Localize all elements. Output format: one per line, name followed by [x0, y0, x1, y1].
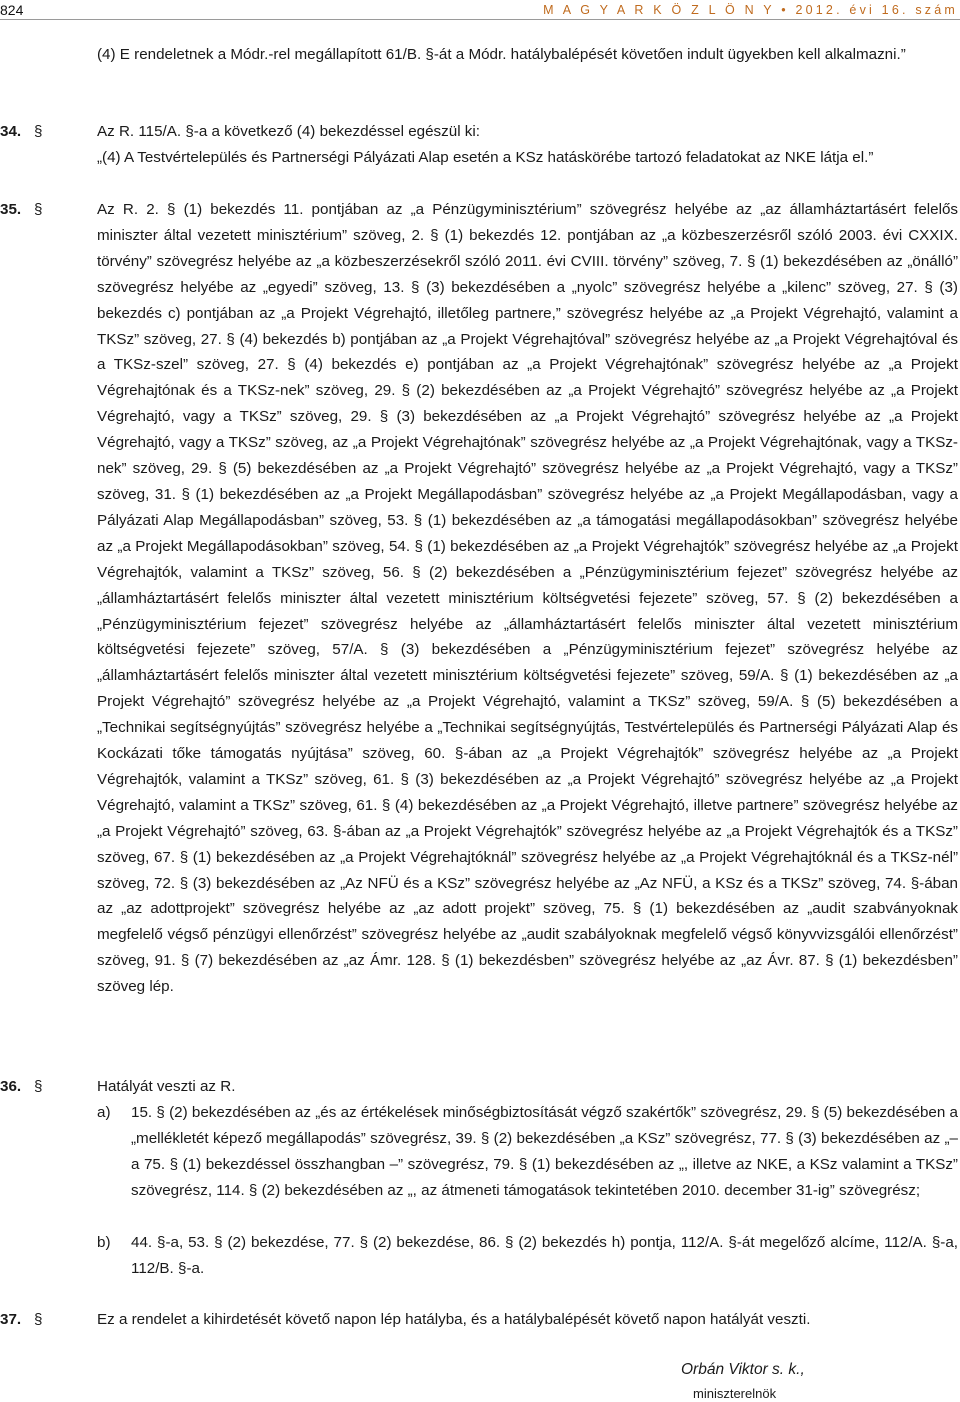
item-37-text: Ez a rendelet a kihirdetését követő napon lép hatályba, és a hatálybalépését követő napon hatályát veszti. — [97, 1311, 811, 1328]
item-36-b-label: b) — [97, 1234, 111, 1251]
item-36-number: 36. — [0, 1078, 22, 1095]
item-34-number: 34. — [0, 123, 22, 140]
item-36-a-text: 15. § (2) bekezdésében az „és az értékelések minőségbiztosítását végző szakértők” szövegrész, 29. § (5) bekezdésében a „mellékletét képező megállapodás” szövegrész, 39. § (2) bekezdésében „a KSz” szövegrész, 77. § (3) bekezdésében az „– a 75. § (1) bekezdéssel összhangban –” szövegrész, 79. § (1) bekezdésében az „, illetve az NKE, a KSz valamint a TKSz” szövegrész, 114. § (2) bekezdésében az „, az átmeneti támogatások tekintetében 2010. december 31-ig” szövegrész; — [131, 1104, 958, 1199]
signatory-title: miniszterelnök — [693, 1386, 777, 1401]
item-35-text: Az R. 2. § (1) bekezdés 11. pontjában az „a Pénzügyminisztérium” szövegrész helyébe az „az államháztartásért felelős miniszter által vezetett minisztérium” szöveg, 2. § (1) bekezdés 12. pontjában az „a közbeszerzésről szóló 2003. évi CXXIX. törvény” szövegrész helyébe az „a közbeszerzésekről szóló 2011. évi CVIII. törvény” szöveg, 7. § (1) bekezdésében az „önálló” szövegrész helyébe az „egyedi” szöveg, 13. § (3) bekezdésében a „nyolc” szövegrész helyébe a „kilenc” szöveg, 27. § (3) bekezdés c) pontjában az „a Projekt Végrehajtó, illetőleg partnere,” szövegrész helyébe az „a Projekt Végrehajtó, valamint a TKSz” szöveg, 27. § (4) bekezdés b) pontjában az „a Projekt Végrehajtóval” szövegrész helyébe az „a Projekt Végrehajtóval és a TKSz-szel” szöveg, 27. § (4) bekezdés e) pontjában az „a Projekt Végrehajtónak” szövegrész helyébe az „a Projekt Végrehajtónak és a TKSz-nek” szöveg, 29. § (2) bekezdésében az „a Projekt Végrehajtó” szövegrész helyébe az „a Projekt Végrehajtó, vagy a TKSz” szöveg, 29. § (3) bekezdésében az „a Projekt Végrehajtó” szövegrész helyébe az „a Projekt Végrehajtó, vagy a TKSz” szöveg, az „a Projekt Végrehajtónak” szövegrész helyébe az „a Projekt Végrehajtónak, vagy a TKSz-nek” szöveg, 29. § (5) bekezdésében az „a Projekt Végrehajtó” szövegrész helyébe az „a Projekt Végrehajtó, vagy a TKSz” szöveg, 31. § (1) bekezdésében az „a Projekt Megállapodásban” szövegrész helyébe az „a Projekt Megállapodásban, vagy a Pályázati Alap Megállapodásban” szöveg, 53. § (1) bekezdésében az „a támogatási megállapodásokban” szövegrész helyébe az „a Projekt Megállapodásokban” szöveg, 54. § (1) bekezdésében az „a Projekt Végrehajtók” szövegrész helyébe az „a Projekt Végrehajtók, valamint a TKSz” szöveg, 56. § (2) bekezdésében a „Pénzügyminisztérium fejezet” szövegrész helyébe az „államháztartásért felelős miniszter által vezetett minisztérium költségvetési fejezete” szöveg, 57. § (2) bekezdésében a „Pénzügyminisztérium fejezet” szövegrész helyébe az „államháztartásért felelős miniszter által vezetett minisztérium költségvetési fejezete” szöveg, 57/A. § (3) bekezdésében a „Pénzügyminisztérium fejezet” szövegrész helyébe az „államháztartásért felelős miniszter által vezetett minisztérium költségvetési fejezete” szöveg, 59/A. § (1) bekezdésében az „a Projekt Végrehajtó” szövegrész helyébe az „a Projekt Végrehajtó, valamint a TKSz” szöveg, 59/A. § (5) bekezdésében a „Technikai segítségnyújtás” szövegrész helyébe a „Technikai segítségnyújtás, Testvértelepülés és Partnerségi Pályázati Alap és Kockázati tőke támogatás nyújtása” szöveg, 60. §-ában az „a Projekt Végrehajtók” szövegrész helyébe az „a Projekt Végrehajtók, valamint a TKSz” szöveg, 61. § (3) bekezdésében az „a Projekt Végrehajtó” szövegrész helyébe az „a Projekt Végrehajtó, valamint a TKSz” szöveg, 61. § (4) bekezdésében az „a Projekt Végrehajtó, illetve partnere” szövegrész helyébe az „a Projekt Végrehajtó” szöveg, 63. §-ában az „a Projekt Végrehajtók” szövegrész helyébe az „a Projekt Végrehajtók és a TKSz” szöveg, 67. § (1) bekezdésében az „a Projekt Végrehajtóknál” szövegrész helyébe az „a Projekt Végrehajtóknál és a TKSz-nél” szöveg, 72. § (3) bekezdésében az „Az NFÜ és a KSz” szövegrész helyébe az „Az NFÜ, a KSz és a TKSz” szöveg, 74. §-ában az „az adottprojekt” szövegrész helyébe az „az adott projekt” szöveg, 75. § (1) bekezdésében az „audit szabványoknak megfelelő végső pénzügyi ellenőrzést” szövegrész helyébe az „audit szabályoknak megfelelő végső könyvvizsgálói ellenőrzést” szöveg, 91. § (7) bekezdésében az „az Ámr. 128. § (1) bekezdésben” szövegrész helyébe az „az Ávr. 87. § (1) bekezdésben” szöveg lép. — [97, 201, 958, 996]
intro-paragraph: (4) E rendeletnek a Módr.-rel megállapított 61/B. §-át a Módr. hatálybalépését követően indult ügyekben kell alkalmazni.” — [97, 46, 906, 63]
page-number: 824 — [0, 2, 24, 18]
section-sign-35: § — [34, 201, 43, 218]
item-36-b-text: 44. §-a, 53. § (2) bekezdése, 77. § (2) bekezdése, 86. § (2) bekezdés h) pontja, 112/A. §-át megelőző alcíme, 112/A. §-a, 112/B. §-a. — [131, 1234, 958, 1277]
item-36-heading: Hatályát veszti az R. — [97, 1078, 236, 1095]
item-34-heading: Az R. 115/A. §-a a következő (4) bekezdéssel egészül ki: — [97, 123, 480, 140]
signatory-name: Orbán Viktor s. k., — [681, 1361, 805, 1378]
item-35-number: 35. — [0, 201, 22, 218]
journal-title: M A G Y A R K Ö Z L Ö N Y • 2012. évi 16. szám — [543, 3, 958, 17]
item-36-a-label: a) — [97, 1104, 111, 1121]
item-34-quote: „(4) A Testvértelepülés és Partnerségi Pályázati Alap esetén a KSz hatáskörébe tartozó feladatokat az NKE látja el.” — [97, 149, 874, 166]
page-header — [0, 0, 960, 18]
section-sign-36: § — [34, 1078, 43, 1095]
header-divider — [0, 19, 960, 20]
section-sign-37: § — [34, 1311, 43, 1328]
item-37-number: 37. — [0, 1311, 22, 1328]
section-sign-34: § — [34, 123, 43, 140]
